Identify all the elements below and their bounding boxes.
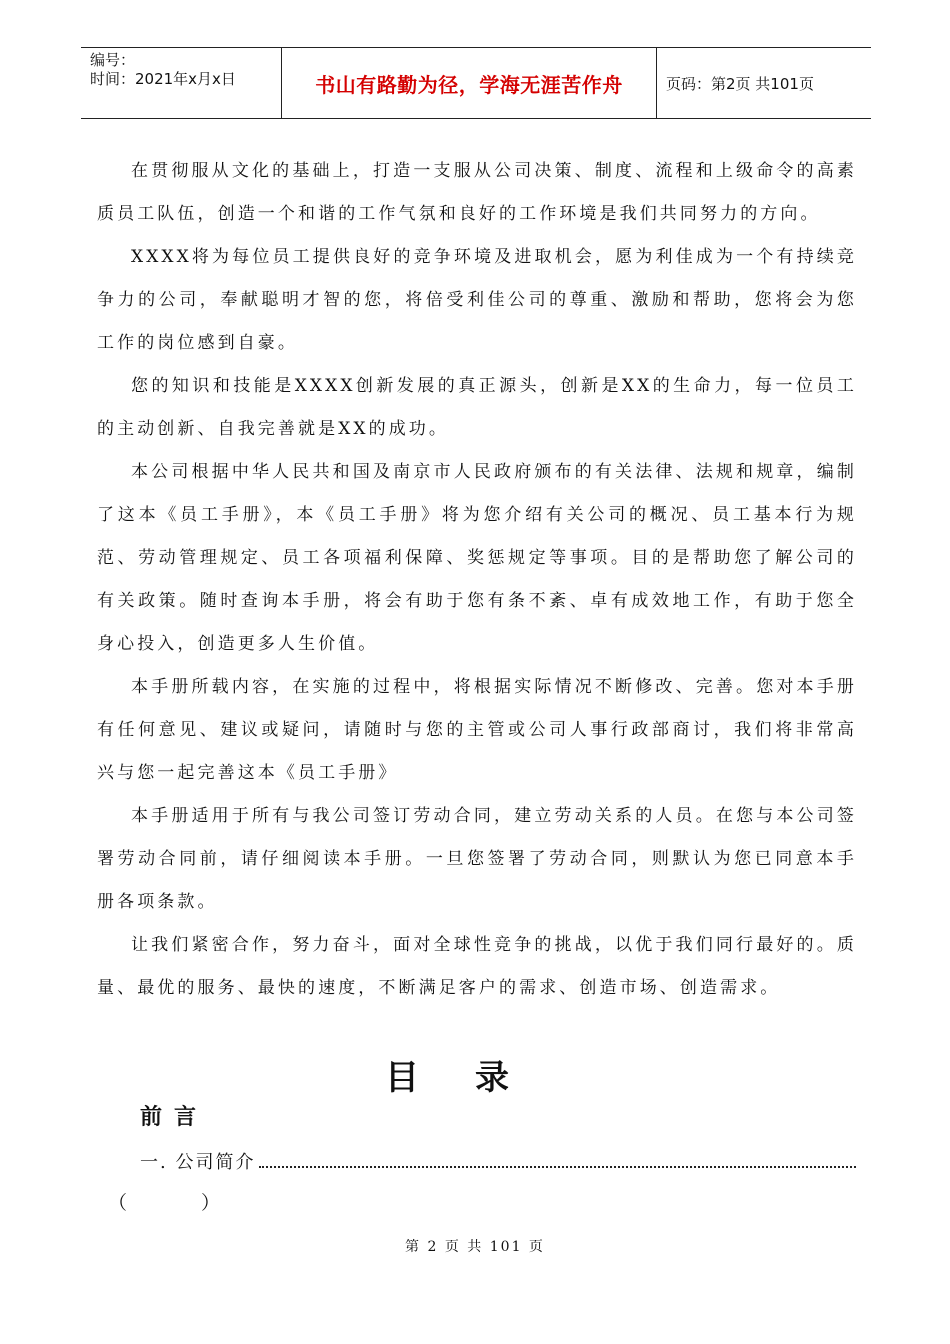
header-meta-cell [81,48,281,118]
body-paragraph: 让我们紧密合作，努力奋斗，面对全球性竞争的挑战，以优于我们同行最好的。质量、最优的服务、最快的速度，不断满足客户的需求、创造市场、创造需求。 [97,935,857,998]
document-body [97,150,857,1010]
toc-entry-label: 一. 公司简介 [140,1152,256,1173]
page-footer: 第 2 页 共 101 页 [405,1239,545,1255]
body-paragraph: 您的知识和技能是XXXX创新发展的真正源头，创新是XX的生命力，每一位员工的主动创新、自我完善就是XX的成功。 [97,376,857,439]
toc-entry[interactable] [140,1146,856,1174]
header-page-cell [656,48,871,118]
body-paragraph: 本手册所载内容，在实施的过程中，将根据实际情况不断修改、完善。您对本手册有任何意见、建议或疑问，请随时与您的主管或公司人事行政部商讨，我们将非常高兴与您一起完善这本《员工手册》 [97,677,857,783]
body-paragraph: 本公司根据中华人民共和国及南京市人民政府颁布的有关法律、法规和规章，编制了这本《员工手册》，本《员工手册》将为您介绍有关公司的概况、员工基本行为规范、劳动管理规定、员工各项福利保障、奖惩规定等事项。目的是帮助您了解公司的有关政策。随时查询本手册，将会有助于您有条不紊、卓有成效地工作，有助于您全身心投入，创造更多人生价值。 [97,462,857,654]
header-motto-cell [281,48,657,118]
body-paragraph: 本手册适用于所有与我公司签订劳动合同，建立劳动关系的人员。在您与本公司签署劳动合同前，请仔细阅读本手册。一旦您签署了劳动合同，则默认为您已同意本手册各项条款。 [97,806,857,912]
toc-page-close-paren: ） [201,1192,221,1214]
toc-page-open-paren: （ [108,1192,128,1214]
body-paragraph: 在贯彻服从文化的基础上，打造一支服从公司决策、制度、流程和上级命令的高素质员工队伍，创造一个和谐的工作气氛和良好的工作环境是我们共同努力的方向。 [97,161,857,224]
document-time-label: 时间：2021年x月x日 [90,70,236,88]
document-number-label: 编号： [90,51,136,69]
header-page-code: 页码：第2页 共101页 [666,74,814,93]
toc-leader-dots [259,1166,856,1168]
toc-title: 目录 [385,1058,565,1098]
page-header [81,47,871,119]
toc-preface-heading: 前言 [140,1105,209,1130]
header-motto: 书山有路勤为径，学海无涯苦作舟 [315,72,623,97]
body-paragraph: XXXX将为每位员工提供良好的竞争环境及进取机会，愿为利佳成为一个有持续竞争力的公司，奉献聪明才智的您，将倍受利佳公司的尊重、激励和帮助，您将会为您工作的岗位感到自豪。 [97,247,857,353]
